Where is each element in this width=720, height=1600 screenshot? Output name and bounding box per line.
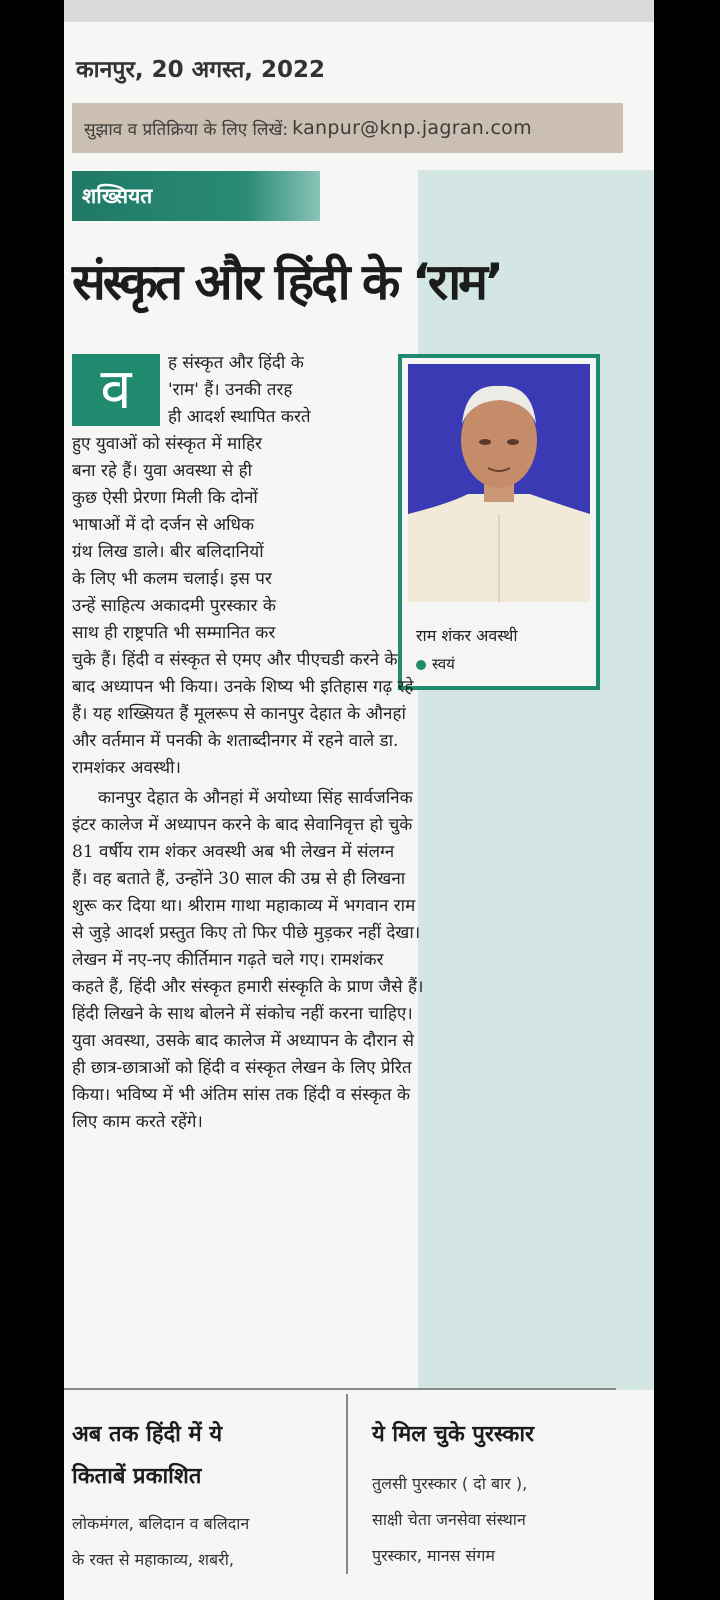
body-line: कहते हैं, हिंदी और संस्कृत हमारी संस्कृति के प्राण जैसे हैं। bbox=[72, 977, 424, 997]
body-line: कुछ ऐसी प्रेरणा मिली कि दोनों bbox=[72, 488, 258, 508]
photo-box bbox=[398, 354, 600, 690]
body-line: ग्रंथ लिख डाले। बीर बलिदानियों bbox=[72, 542, 264, 562]
section-tag: शख्सियत bbox=[72, 171, 320, 221]
body-line: लिए काम करते रहेंगे। bbox=[72, 1112, 203, 1132]
contact-bar bbox=[72, 103, 623, 153]
dateline: कानपुर, 20 अगस्त, 2022 bbox=[76, 57, 325, 83]
contact-prompt: सुझाव व प्रतिक्रिया के लिए लिखें: bbox=[84, 119, 289, 140]
body-line: कानपुर देहात के औनहां में अयोध्या सिंह सार्वजनिक bbox=[98, 788, 413, 808]
body-line: से जुड़े आदर्श प्रस्तुत किए तो फिर पीछे मुड़कर नहीं देखा। bbox=[72, 923, 421, 943]
photo-caption-name: राम शंकर अवस्थी bbox=[416, 626, 518, 645]
body-line: ह संस्कृत और हिंदी के bbox=[168, 353, 304, 373]
books-box-text-line: लोकमंगल, बलिदान व बलिदान bbox=[72, 1514, 250, 1533]
body-line: 81 वर्षीय राम शंकर अवस्थी अब भी लेखन में संलग्न bbox=[72, 842, 395, 862]
books-box-text-line: के रक्त से महाकाव्य, शबरी, bbox=[72, 1550, 234, 1569]
body-line: किया। भविष्य में भी अंतिम सांस तक हिंदी व संस्कृत के bbox=[72, 1085, 411, 1105]
body-line: हुए युवाओं को संस्कृत में माहिर bbox=[72, 434, 262, 454]
portrait-photo bbox=[408, 364, 590, 602]
body-line: साथ ही राष्ट्रपति भी सम्मानित कर bbox=[72, 623, 276, 643]
contact-email: kanpur@knp.jagran.com bbox=[292, 117, 532, 139]
photo-credit-text: स्वयं bbox=[432, 655, 455, 673]
body-line: हैं। यह शख्सियत हैं मूलरूप से कानपुर देहात के औनहां bbox=[72, 704, 406, 724]
body-line: 'राम' हैं। उनकी तरह bbox=[168, 380, 293, 400]
bullet-dot-icon bbox=[416, 660, 426, 670]
awards-box-text-line: पुरस्कार, मानस संगम bbox=[372, 1546, 495, 1565]
body-line: के लिए भी कलम चलाई। इस पर bbox=[72, 569, 272, 589]
body-line: इंटर कालेज में अध्यापन करने के बाद सेवानिवृत्त हो चुके bbox=[72, 815, 413, 835]
books-box-title-line: किताबें प्रकाशित bbox=[72, 1464, 202, 1489]
body-line: ही छात्र-छात्राओं को हिंदी व संस्कृत लेखन के लिए प्रेरित bbox=[72, 1058, 412, 1078]
awards-box-text-line: तुलसी पुरस्कार ( दो बार ), bbox=[372, 1474, 528, 1493]
headline: संस्कृत और हिंदी के ‘राम’ bbox=[72, 253, 502, 311]
body-line: ही आदर्श स्थापित करते bbox=[168, 407, 311, 427]
teal-background-column bbox=[418, 170, 654, 1390]
body-line: हिंदी लिखने के साथ बोलने में संकोच नहीं करना चाहिए। bbox=[72, 1004, 413, 1024]
body-line: बाद अध्यापन भी किया। उनके शिष्य भी इतिहास गढ़ रहे bbox=[72, 677, 414, 697]
body-line: और वर्तमान में पनकी के शताब्दीनगर में रहने वाले डा. bbox=[72, 731, 399, 751]
body-line: चुके हैं। हिंदी व संस्कृत से एमए और पीएचडी करने के bbox=[72, 650, 398, 670]
body-line: भाषाओं में दो दर्जन से अधिक bbox=[72, 515, 255, 535]
horizontal-rule bbox=[64, 1388, 616, 1390]
body-line: उन्हें साहित्य अकादमी पुरस्कार के bbox=[72, 596, 276, 616]
body-line: रामशंकर अवस्थी। bbox=[72, 758, 181, 778]
column-divider bbox=[346, 1394, 348, 1574]
top-strip bbox=[64, 0, 654, 22]
newspaper-clipping bbox=[64, 0, 654, 1600]
drop-cap: व bbox=[72, 354, 160, 426]
body-line: शुरू कर दिया था। श्रीराम गाथा महाकाव्य में भगवान राम bbox=[72, 896, 416, 916]
body-line: युवा अवस्था, उसके बाद कालेज में अध्यापन के दौरान से bbox=[72, 1031, 415, 1051]
portrait-illustration bbox=[408, 364, 590, 602]
body-line: हैं। वह बताते हैं, उन्होंने 30 साल की उम्र से ही लिखना bbox=[72, 869, 406, 889]
photo-caption-credit bbox=[416, 654, 455, 674]
books-box-title-line: अब तक हिंदी में ये bbox=[72, 1422, 223, 1447]
body-line: बना रहे हैं। युवा अवस्था से ही bbox=[72, 461, 253, 481]
body-line: लेखन में नए-नए कीर्तिमान गढ़ते चले गए। रामशंकर bbox=[72, 950, 384, 970]
awards-box-title: ये मिल चुके पुरस्कार bbox=[372, 1422, 535, 1447]
awards-box-text-line: साक्षी चेता जनसेवा संस्थान bbox=[372, 1510, 526, 1529]
